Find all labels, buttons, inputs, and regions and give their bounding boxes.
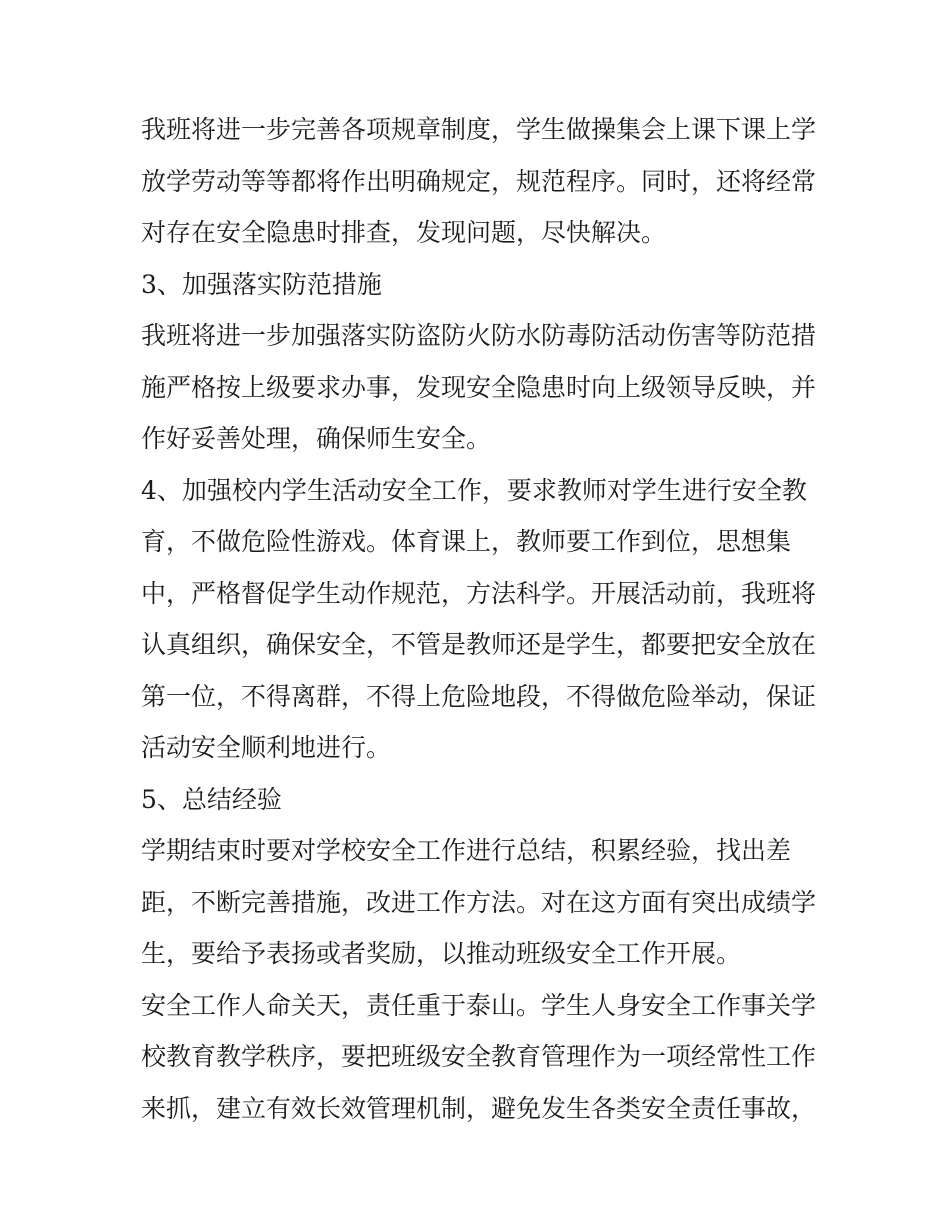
text-line: 活动安全顺利地进行。 bbox=[141, 733, 392, 762]
text-line: 放学劳动等等都将作出明确规定，规范程序。同时，还将经常 bbox=[141, 166, 817, 196]
text-line: 来抓，建立有效长效管理机制，避免发生各类安全责任事故， bbox=[141, 1093, 817, 1123]
text-line: 距，不断完善措施，改进工作方法。对在这方面有突出成绩学 bbox=[141, 887, 817, 917]
section-heading: 3、加强落实防范措施 bbox=[141, 269, 382, 299]
text-line: 安全工作人命关天，责任重于泰山。学生人身安全工作事关学 bbox=[141, 990, 817, 1020]
section-heading: 5、总结经验 bbox=[141, 784, 282, 814]
text-line: 生，要给予表扬或者奖励，以推动班级安全工作开展。 bbox=[141, 939, 742, 968]
text-line: 对存在安全隐患时排查，发现问题，尽快解决。 bbox=[141, 218, 667, 247]
text-line: 育，不做危险性游戏。体育课上，教师要工作到位，思想集 bbox=[141, 527, 792, 556]
text-line: 中，严格督促学生动作规范，方法科学。开展活动前，我班将 bbox=[141, 578, 817, 608]
text-line: 我班将进一步完善各项规章制度，学生做操集会上课下课上学 bbox=[141, 115, 817, 144]
text-line: 我班将进一步加强落实防盗防火防水防毒防活动伤害等防范措 bbox=[141, 321, 817, 350]
text-line: 作好妥善处理，确保师生安全。 bbox=[141, 424, 492, 453]
text-line: 校教育教学秩序，要把班级安全教育管理作为一项经常性工作 bbox=[141, 1042, 817, 1071]
text-line: 4、加强校内学生活动安全工作，要求教师对学生进行安全教 bbox=[141, 475, 807, 505]
document-body bbox=[141, 104, 816, 1134]
text-line: 认真组织，确保安全，不管是教师还是学生，都要把安全放在 bbox=[141, 630, 817, 659]
text-line: 学期结束时要对学校安全工作进行总结，积累经验，找出差 bbox=[141, 836, 792, 865]
text-line: 第一位，不得离群，不得上危险地段，不得做危险举动，保证 bbox=[141, 681, 817, 711]
text-line: 施严格按上级要求办事，发现安全隐患时向上级领导反映，并 bbox=[141, 372, 817, 402]
